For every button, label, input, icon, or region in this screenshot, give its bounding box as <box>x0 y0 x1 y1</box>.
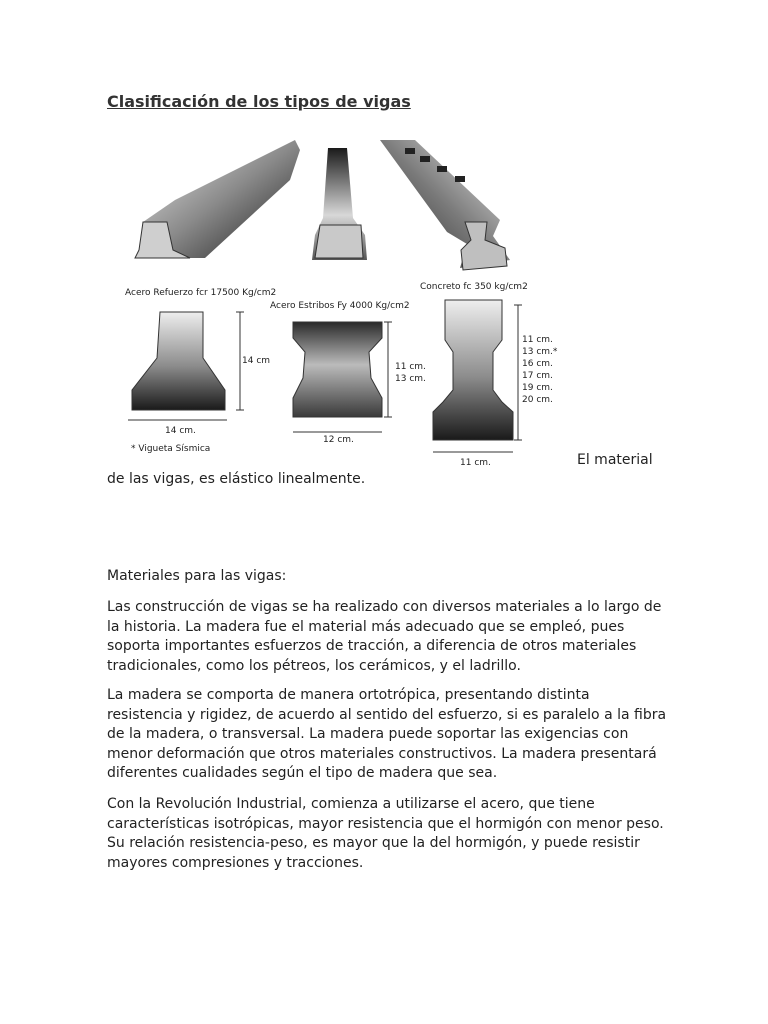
materials-heading: Materiales para las vigas: <box>107 568 287 584</box>
paragraph-wood-orthotropic: La madera se comporta de manera ortotrópica, presentando distinta resistencia y rigidez, de acuerdo al sentido del esfuerzo, si es paralelo a la fibra de la madera, o transversal. La madera puede soportar las exigencias con menor deformación que otros materiales constructivos. La madera presentará diferentes cualidades según el tipo de madera que sea. <box>107 687 667 781</box>
paragraph-steel: Con la Revolución Industrial, comienza a utilizarse el acero, que tiene características isotrópicas, mayor resistencia que el hormigón con menor peso. Su relación resistencia-peso, es mayor que la del hormigón, y puede resistir mayores compresiones y tracciones. <box>107 796 664 871</box>
label-width-11: 11 cm. <box>460 458 491 465</box>
paragraph-inline-end: de las vigas, es elástico linealmente. <box>107 471 366 487</box>
paragraph-wood-history: Las construcción de vigas se ha realizado con diversos materiales a lo largo de la historia. La madera fue el material más adecuado que se empleó, pues soporta importantes esfuerzos de tracción, a diferencia de otros materiales tradicionales, como los pétreos, los cerámicos, y el ladrillo. <box>107 599 662 674</box>
label-width-14: 14 cm. <box>165 426 196 436</box>
label-seismic-joist: * Vigueta Sísmica <box>131 444 211 454</box>
section-steel-stirrups <box>293 322 392 432</box>
paragraph-inline-start: El material <box>577 452 653 468</box>
label-size-5: 20 cm. <box>522 395 553 405</box>
label-steel-stirrups: Acero Estribos Fy 4000 Kg/cm2 <box>270 301 410 311</box>
label-size-0: 11 cm. <box>522 335 553 345</box>
beam-3d-steel-reinforcement <box>135 140 300 258</box>
label-steel-reinforcement: Acero Refuerzo fcr 17500 Kg/cm2 <box>125 288 277 298</box>
beam-3d-steel-stirrups <box>312 148 367 260</box>
label-height-13: 13 cm. <box>395 374 426 384</box>
section-seismic-joist <box>128 312 244 420</box>
beam-3d-concrete <box>380 140 510 270</box>
label-width-12: 12 cm. <box>323 435 354 445</box>
beam-types-figure <box>115 140 565 465</box>
page-title: Clasificación de los tipos de vigas <box>107 92 411 111</box>
label-size-1: 13 cm.* <box>522 347 558 357</box>
label-concrete: Concreto fc 350 kg/cm2 <box>420 282 528 292</box>
section-concrete <box>433 300 522 452</box>
label-size-2: 16 cm. <box>522 359 553 369</box>
label-height-14: 14 cm <box>242 356 271 366</box>
label-size-3: 17 cm. <box>522 371 553 381</box>
label-height-11: 11 cm. <box>395 362 426 372</box>
label-size-4: 19 cm. <box>522 383 553 393</box>
